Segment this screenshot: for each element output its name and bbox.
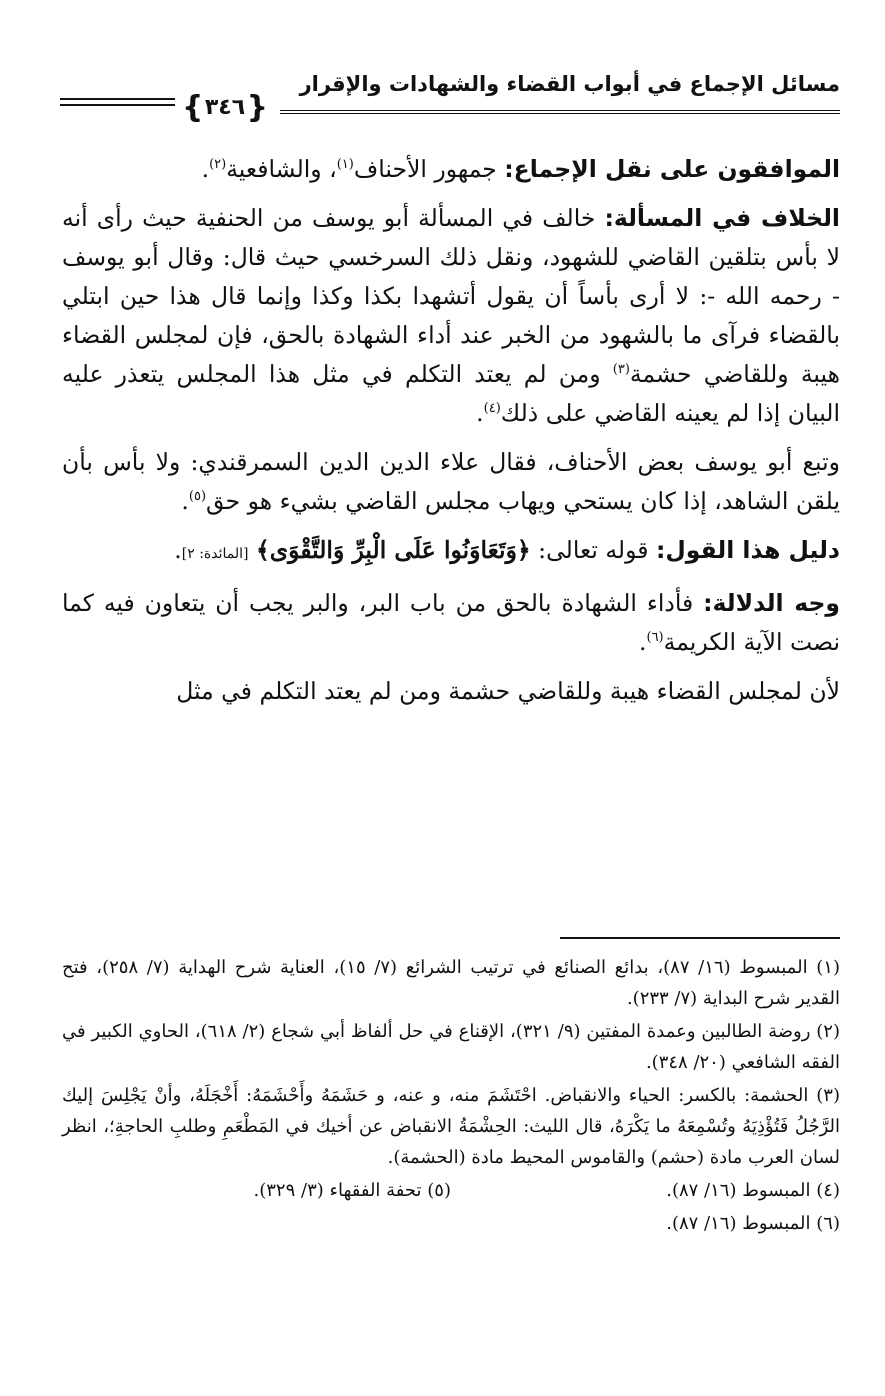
section-label: الخلاف في المسألة: bbox=[604, 204, 840, 232]
header-left-rules bbox=[60, 98, 175, 110]
paragraph-text: ومن لم يعتد التكلم في مثل هذا المجلس يتعذر عليه البيان إذا لم يعينه القاضي على ذلك bbox=[62, 360, 840, 427]
running-title: مسائل الإجماع في أبواب القضاء والشهادات والإقرار bbox=[299, 72, 840, 96]
punctuation: . bbox=[201, 155, 210, 183]
page-header bbox=[60, 70, 840, 140]
page-number-frame bbox=[180, 88, 270, 128]
footnote-ref: (٣) bbox=[612, 362, 630, 378]
paragraph-text: جمهور الأحناف bbox=[353, 155, 505, 183]
footnote-row bbox=[62, 1175, 840, 1208]
footnote-ref: (٢) bbox=[209, 157, 227, 173]
paragraph-text: قوله تعالى: bbox=[530, 536, 656, 564]
punctuation: . bbox=[174, 536, 182, 564]
footnote-5: (٥) تحفة الفقهاء (٣/ ٣٢٩). bbox=[253, 1180, 451, 1201]
footnote-4: (٤) المبسوط (١٦/ ٨٧). bbox=[666, 1180, 840, 1201]
paragraph-followers bbox=[62, 443, 840, 521]
punctuation: . bbox=[639, 628, 647, 656]
quran-verse: ﴿وَتَعَاوَنُوا عَلَى الْبِرِّ وَالتَّقْوَى﴾ bbox=[255, 536, 531, 564]
footnote-ref: (٥) bbox=[188, 489, 207, 505]
header-rule bbox=[280, 110, 840, 111]
paragraph-text: فأداء الشهادة بالحق من باب البر، والبر يجب أن يتعاون فيه كما نصت الآية الكريمة bbox=[62, 589, 840, 656]
ornament-brace-right: } bbox=[246, 90, 268, 125]
paragraph-indication bbox=[62, 584, 840, 662]
paragraph-text: لأن لمجلس القضاء هيبة وللقاضي حشمة ومن لم يعتد التكلم في مثل bbox=[176, 677, 840, 705]
main-text bbox=[62, 150, 840, 719]
paragraph-disagreement bbox=[62, 199, 840, 433]
paragraph-consensus bbox=[62, 150, 840, 189]
paragraph-text: خالف في المسألة أبو يوسف من الحنفية حيث رأى أنه لا بأس بتلقين القاضي للشهود، ونقل ذلك السرخسي حيث قال: وقال أبو يوسف - رحمه الله -: لا أرى بأساً أن يقول أتشهدا بكذا وكذا وإنما قال هذا حين ابتلي بالقضاء فرآى ما بالشهود من الخبر عند أداء الشهادة بالحق، فإن لمجلس القضاء هيبة وللقاضي حشمة bbox=[62, 204, 840, 388]
paragraph-continuation bbox=[62, 672, 840, 711]
punctuation: . bbox=[476, 399, 484, 427]
footnote-separator bbox=[560, 937, 840, 939]
punctuation: . bbox=[181, 487, 189, 515]
paragraph-text: وتبع أبو يوسف بعض الأحناف، فقال علاء الدين الدين السمرقندي: ولا بأس بأن يلقن الشاهد، إذا كان يستحي ويهاب مجلس القاضي بشيء هو حق bbox=[62, 448, 840, 515]
header-connector bbox=[272, 98, 278, 108]
footnote-1: (١) المبسوط (١٦/ ٨٧)، بدائع الصنائع في ترتيب الشرائع (٧/ ١٥)، العناية شرح الهداية (٧/ ٢٥٨)، فتح القدير شرح البداية (٧/ ٢٣٣). bbox=[62, 957, 840, 1009]
footnote-3: (٣) الحشمة: بالكسر: الحياء والانقباض. احْتَشَمَ منه، و عنه، و حَشَمَهُ وأَحْشَمَهُ: أَخْجَلَهُ، وأنْ يَجْلِسَ إليك الرَّجُلُ فَتُؤْذِيَهُ وتُسْمِعَهُ ما يَكْرَهُ، قال الليث: الحِشْمَةُ الانقباض عن أخيك في المَطْعَمِ وطلبِ الحاجةِ؛، انظر لسان العرب مادة (حشم) والقاموس المحيط مادة (الحشمة). bbox=[62, 1085, 840, 1168]
paragraph-text: ، والشافعية bbox=[226, 155, 337, 183]
section-label: دليل هذا القول: bbox=[655, 536, 840, 564]
footnote-2: (٢) روضة الطالبين وعمدة المفتين (٩/ ٣٢١)، الإقناع في حل ألفاظ أبي شجاع (٢/ ٦١٨)، الحاوي الكبير في الفقه الشافعي (٢٠/ ٣٤٨). bbox=[62, 1021, 840, 1073]
verse-reference: [المائدة: ٢] bbox=[181, 546, 249, 562]
footnote-ref: (٦) bbox=[646, 630, 664, 646]
footnote-6: (٦) المبسوط (١٦/ ٨٧). bbox=[666, 1213, 840, 1234]
section-label: وجه الدلالة: bbox=[703, 589, 840, 617]
page-number: ٣٤٦ bbox=[204, 95, 246, 120]
ornament-brace-left: { bbox=[182, 90, 204, 125]
footnote-ref: (٤) bbox=[483, 401, 501, 417]
footnotes bbox=[62, 952, 840, 1241]
section-label: الموافقون على نقل الإجماع: bbox=[504, 155, 840, 183]
footnote-ref: (١) bbox=[336, 157, 354, 173]
paragraph-evidence bbox=[62, 531, 840, 574]
header-rule bbox=[280, 113, 840, 114]
